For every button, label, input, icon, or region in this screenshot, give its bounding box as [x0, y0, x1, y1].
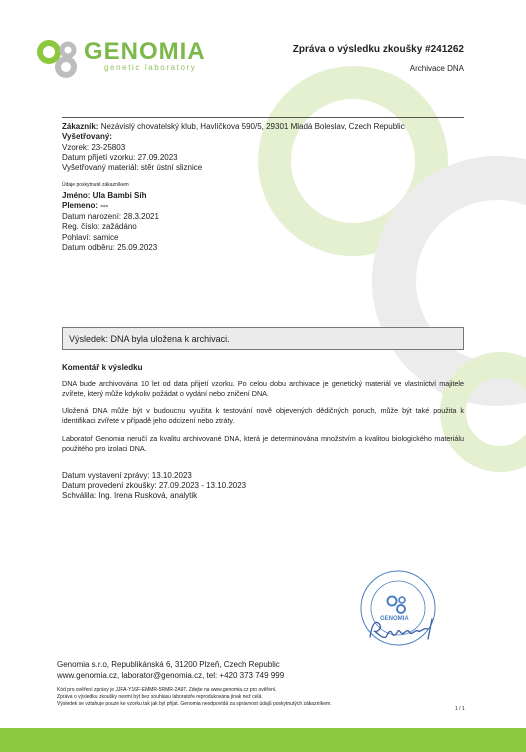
birth-date: Datum narození: 28.3.2021 [62, 212, 159, 221]
comment-paragraph-3: Laboratoř Genomia neručí za kvalitu archivované DNA, která je determinována množstvím a kvalitou biologického materiálu použitého pro izolaci DNA. [62, 434, 464, 453]
customer-label: Zákazník: [62, 122, 99, 131]
report-issue-date: Datum vystavení zprávy: 13.10.2023 [62, 471, 192, 480]
animal-sex: Pohlaví: samice [62, 233, 119, 242]
logo-wordmark: GENOMIA [84, 38, 206, 65]
result-box [62, 327, 464, 350]
footer-contact: www.genomia.cz, laborator@genomia.cz, tel: +420 373 749 999 [57, 671, 285, 680]
comment-paragraph-2: Uložená DNA může být v budoucnu využita k testování nově objevených dědičných poruch, může být také použita k identifikaci zvířete v případě jeho odcizení nebo ztráty. [62, 406, 464, 425]
header-divider [62, 117, 464, 118]
customer-data-note: Údaje poskytnuté zákazníkem [62, 182, 129, 188]
collection-date: Datum odběru: 25.09.2023 [62, 243, 158, 252]
footer-verification-code: Kód pro ověření zprávy je JJFA-Y16F-EMMR-5RMR-2A9T. Zdejte na www.genomia.cz pro ověření. [57, 687, 277, 693]
customer-value: Nezávislý chovatelský klub, Havlíčkova 590/5, 29301 Mladá Boleslav, Czech Republic [100, 122, 405, 131]
report-subtitle: Archivace DNA [409, 64, 464, 73]
signature-image [366, 615, 438, 643]
footer-disclaimer: Výsledek se vztahuje pouze ke vzorku tak jak byl přijat. Genomia neodpovídá za správnost údajů poskytnutých zákazníkem. [57, 701, 332, 707]
result-text: Výsledek: DNA byla uložena k archivaci. [69, 334, 230, 344]
stamp-brand: GENOMIA [380, 616, 409, 622]
comment-heading: Komentář k výsledku [62, 363, 143, 372]
footer-reproduction-note: Zpráva o výsledku zkoušky nesmí být bez souhlasu laboratoře reprodukována jinak než celá. [57, 694, 263, 700]
approved-by: Schválila: Ing. Irena Rusková, analytik [62, 491, 198, 500]
received-date: Datum přijetí vzorku: 27.09.2023 [62, 153, 178, 162]
sample-number: Vzorek: 23-25803 [62, 143, 126, 152]
examined-heading: Vyšetřovaný: [62, 132, 112, 141]
footer-company: Genomia s.r.o, Republikánská 6, 31200 Plzeň, Czech Republic [57, 660, 280, 669]
animal-name: Jméno: Ula Bambi Síh [62, 191, 147, 200]
logo-rings-icon [36, 38, 80, 80]
report-title: Zpráva o výsledku zkoušky #241262 [292, 44, 464, 55]
footer-green-bar [0, 728, 526, 752]
logo-tagline: genetic laboratory [104, 63, 197, 72]
animal-breed: Plemeno: --- [62, 201, 109, 210]
comment-paragraph-1: DNA bude archivována 10 let od data přijetí vzorku. Po celou dobu archivace je genetický materiál ve vlastnictví majitele zvířete, který může kdykoliv požádat o vydání nebo zničení DNA. [62, 379, 464, 398]
customer-line [62, 122, 472, 132]
logo [36, 38, 236, 80]
page-number: 1 / 1 [455, 706, 465, 712]
registration-number: Reg. číslo: zažádáno [62, 222, 137, 231]
material-type: Vyšetřovaný materiál: stěr ústní sliznice [62, 163, 203, 172]
test-period: Datum provedení zkoušky: 27.09.2023 - 13.10.2023 [62, 481, 247, 490]
